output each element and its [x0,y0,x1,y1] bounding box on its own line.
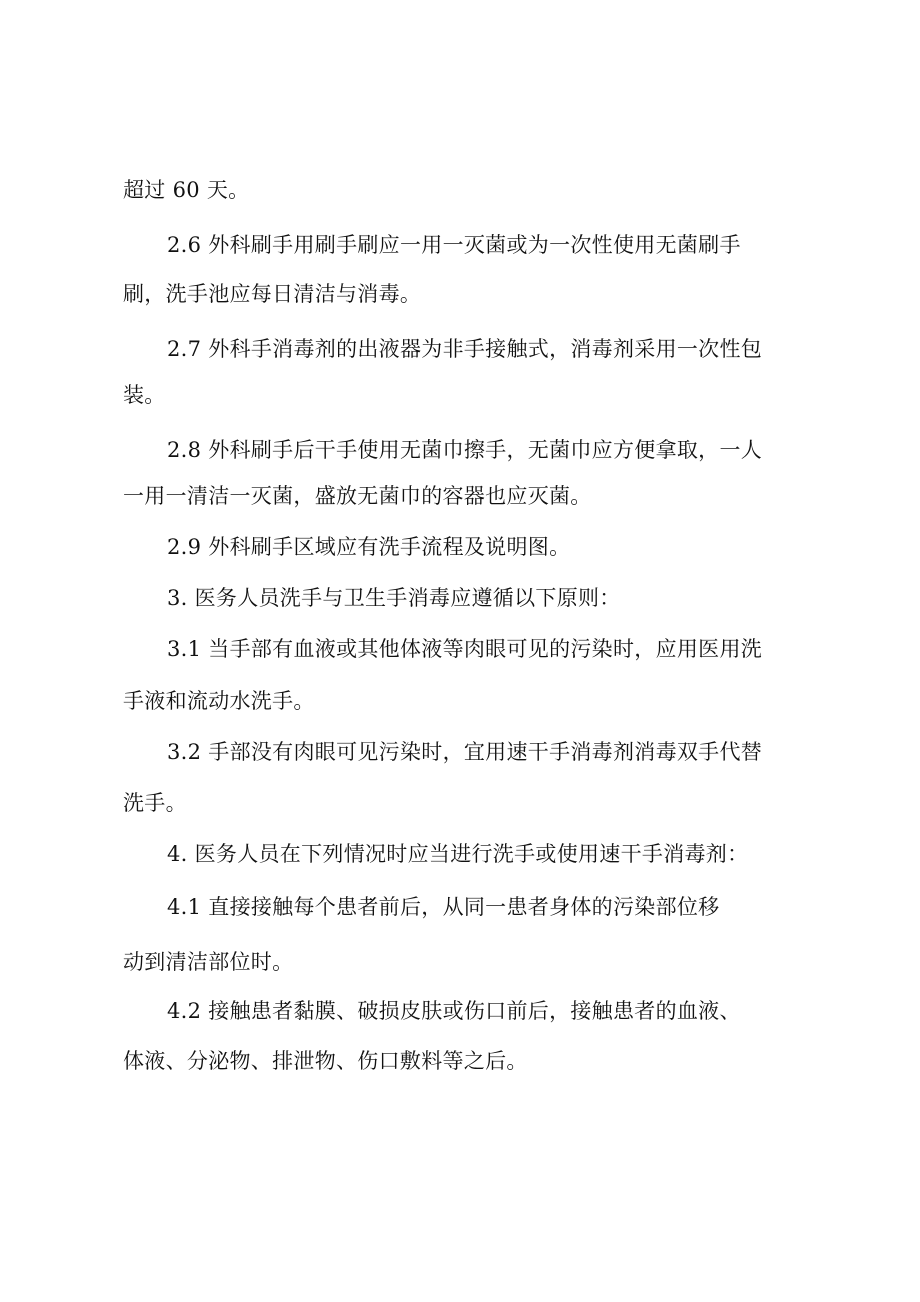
text-line-8: 2.9 外科刷手区域应有洗手流程及说明图。 [167,535,571,559]
text-line-1: 超过 60 天。 [123,178,250,202]
text-line-4: 2.7 外科手消毒剂的出液器为非手接触式，消毒剂采用一次性包 [167,337,763,361]
text-line-16: 动到清洁部位时。 [123,950,294,974]
text-line-13: 洗手。 [123,791,187,815]
text-line-17: 4.2 接触患者黏膜、破损皮肤或伤口前后，接触患者的血液、 [167,999,741,1023]
text-line-3: 刷，洗手池应每日清洁与消毒。 [123,282,422,306]
text-line-11: 手液和流动水洗手。 [123,689,315,713]
text-line-5: 装。 [123,383,166,407]
text-line-18: 体液、分泌物、排泄物、伤口敷料等之后。 [123,1049,528,1073]
text-line-2: 2.6 外科刷手用刷手刷应一用一灭菌或为一次性使用无菌刷手 [167,233,741,257]
text-line-9: 3. 医务人员洗手与卫生手消毒应遵循以下原则： [167,586,621,610]
text-line-7: 一用一清洁一灭菌，盛放无菌巾的容器也应灭菌。 [123,484,592,508]
text-line-14: 4. 医务人员在下列情况时应当进行洗手或使用速干手消毒剂： [167,842,749,866]
text-line-10: 3.1 当手部有血液或其他体液等肉眼可见的污染时，应用医用洗 [167,637,763,661]
text-line-12: 3.2 手部没有肉眼可见污染时，宜用速干手消毒剂消毒双手代替 [167,740,763,764]
text-line-15: 4.1 直接接触每个患者前后，从同一患者身体的污染部位移 [167,895,720,919]
text-line-6: 2.8 外科刷手后干手使用无菌巾擦手，无菌巾应方便拿取，一人 [167,438,763,462]
